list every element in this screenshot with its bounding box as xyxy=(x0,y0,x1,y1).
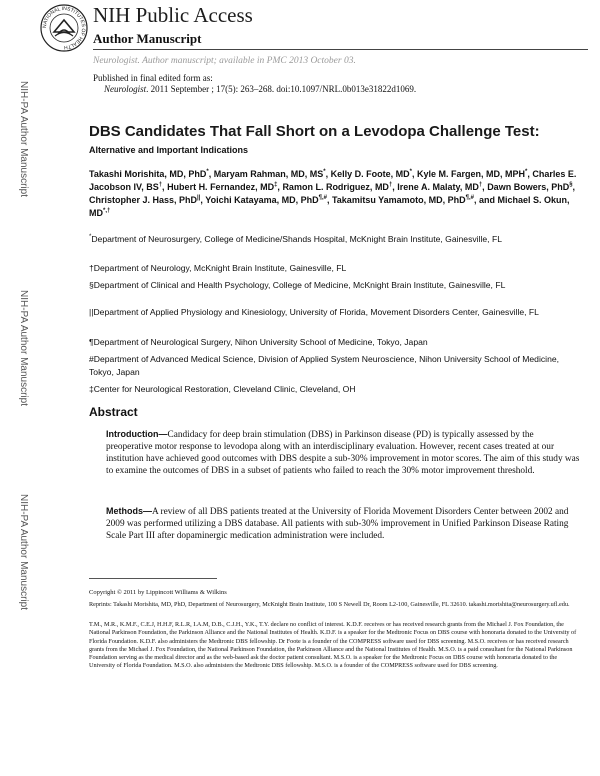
author-name: Kelly D. Foote, MD*, xyxy=(330,169,417,179)
author-name: Dawn Bowers, PhD§, xyxy=(487,182,576,192)
nih-seal-logo xyxy=(40,4,88,52)
abstract-introduction: Introduction—Candidacy for deep brain stimulation (DBS) in Parkinson disease (PD) is typically assessed by the preoperative motor response to levodopa along with an interdisciplinary evaluation. However, recent cases treated at our institution have achieved good outcomes with DBS despite a sub-30% improvement in motor scores. The aim of this study was to examine the outcomes of DBS in a subset of patients who failed to reach the 30% motor improvement threshold. xyxy=(106,429,580,477)
author-name: Christopher J. Hass, PhD||, xyxy=(89,195,206,205)
author-list xyxy=(89,168,584,220)
published-in-label: Published in final edited form as: xyxy=(93,73,213,83)
author-name: Hubert H. Fernandez, MD‡, xyxy=(167,182,283,192)
author-name: Takamitsu Yamamoto, MD, PhD¶,#, and xyxy=(331,195,498,205)
article-title: DBS Candidates That Fall Short on a Levodopa Challenge Test: xyxy=(89,123,540,140)
abstract-methods: Methods—A review of all DBS patients treated at the University of Florida Movement Disorders Center between 2002 and 2009 was performed utilizing a DBS database. All patients with sub-30% improvement in Unified Parkinson Disease Rating Scale Part III after dopaminergic medication administration were included. xyxy=(106,506,569,542)
reprints-info: Reprints: Takashi Morishita, MD, PhD, Department of Neurosurgery, McKnight Brain Institute, 100 S Newell Dr, Room L2-100, Gainesville, FL 32610. takashi.morishita@neurosurgery.ufl.edu. xyxy=(89,601,570,608)
side-label-bottom: NIH-PA Author Manuscript xyxy=(18,494,29,610)
side-label-top: NIH-PA Author Manuscript xyxy=(18,81,29,197)
article-subtitle: Alternative and Important Indications xyxy=(89,145,249,155)
author-name: Charles E. Jacobson IV, BS†, xyxy=(89,169,577,192)
citation-line xyxy=(104,84,416,94)
copyright-notice: Copyright © 2011 by Lippincott Williams & Wilkins xyxy=(89,589,227,596)
affiliation: ‡Center for Neurological Restoration, Cleveland Clinic, Cleveland, OH xyxy=(89,384,356,394)
affiliation: §Department of Clinical and Health Psychology, College of Medicine, McKnight Brain Institute, Gainesville, FL xyxy=(89,280,506,290)
affiliation: *Department of Neurosurgery, College of Medicine/Shands Hospital, McKnight Brain Institute, Gainesville, FL xyxy=(89,233,502,244)
author-name: Kyle M. Fargen, MD, MPH*, xyxy=(416,169,533,179)
footnote-divider xyxy=(89,578,217,579)
affiliation: #Department of Advanced Medical Science, Division of Applied System Neuroscience, Nihon University School of Medicine, Tokyo, Japan xyxy=(89,354,560,377)
author-name: Ramon L. Rodriguez, MD†, xyxy=(282,182,398,192)
author-name: Irene A. Malaty, MD†, xyxy=(397,182,488,192)
abstract-heading: Abstract xyxy=(89,405,138,419)
availability-note: Neurologist. Author manuscript; available in PMC 2013 October 03. xyxy=(93,56,356,66)
svg-text:NATIONAL INSTITUTES OF HEALTH: NATIONAL INSTITUTES OF HEALTH xyxy=(41,5,87,51)
author-name: Michael S. Okun, MD*,† xyxy=(89,195,570,218)
author-manuscript-label: Author Manuscript xyxy=(93,31,202,46)
affiliation: ¶Department of Neurological Surgery, Nihon University School of Medicine, Tokyo, Japan xyxy=(89,337,428,347)
author-name: Takashi Morishita, MD, PhD*, xyxy=(89,169,214,179)
journal-name: Neurologist xyxy=(104,84,147,94)
conflict-of-interest: T.M., M.R., K.M.F., C.E.J, H.H.F, R.L.R, I.A.M, D.B., C.J.H., Y.K., T.Y. declare no conflict of interest. K.D.F. receives or has received research grants from the Michael J. Fox Foundation, the National Parkinson Foundation, the Parkinson Alliance and the National Institutes of Health. K.D.F. is a speaker for the Medtronic Focus on DBS course with honoraria donated to the University of Florida Foundation. K.D.F. also administers the Medtronic DBS fellowship. Dr Foote is a founder of the COMPRESS software used for DBS screening. M.S.O. receives or has received research grants from the Michael J. Fox Foundation, the National Parkinson Foundation, the Parkinson Alliance and the National Institutes of Health. M.S.O. is a paid consultant for the National Parkinson Foundation serving as the medical director and as the web-based ask the doctor patient consultant. M.S.O. is a speaker for the Medtronic Focus on DBS course with honoraria donated to the University of Florida Foundation. M.S.O. also administers the Medtronic DBS fellowship. M.S.O. is a founder of the COMPRESS software used for DBS screening. xyxy=(89,621,577,670)
affiliation: †Department of Neurology, McKnight Brain Institute, Gainesville, FL xyxy=(89,263,347,273)
affiliation: ||Department of Applied Physiology and Kinesiology, University of Florida, Movement Disorders Center, Gainesville, FL xyxy=(89,307,539,317)
nih-public-access-title: NIH Public Access xyxy=(93,3,253,27)
citation-details: . 2011 September ; 17(5): 263–268. doi:10.1097/NRL.0b013e31822d1069. xyxy=(146,84,417,94)
author-name: Maryam Rahman, MD, MS*, xyxy=(213,169,331,179)
author-name: Yoichi Katayama, MD, PhD¶,#, xyxy=(205,195,332,205)
side-label-middle: NIH-PA Author Manuscript xyxy=(18,290,29,406)
header-divider xyxy=(93,49,588,50)
